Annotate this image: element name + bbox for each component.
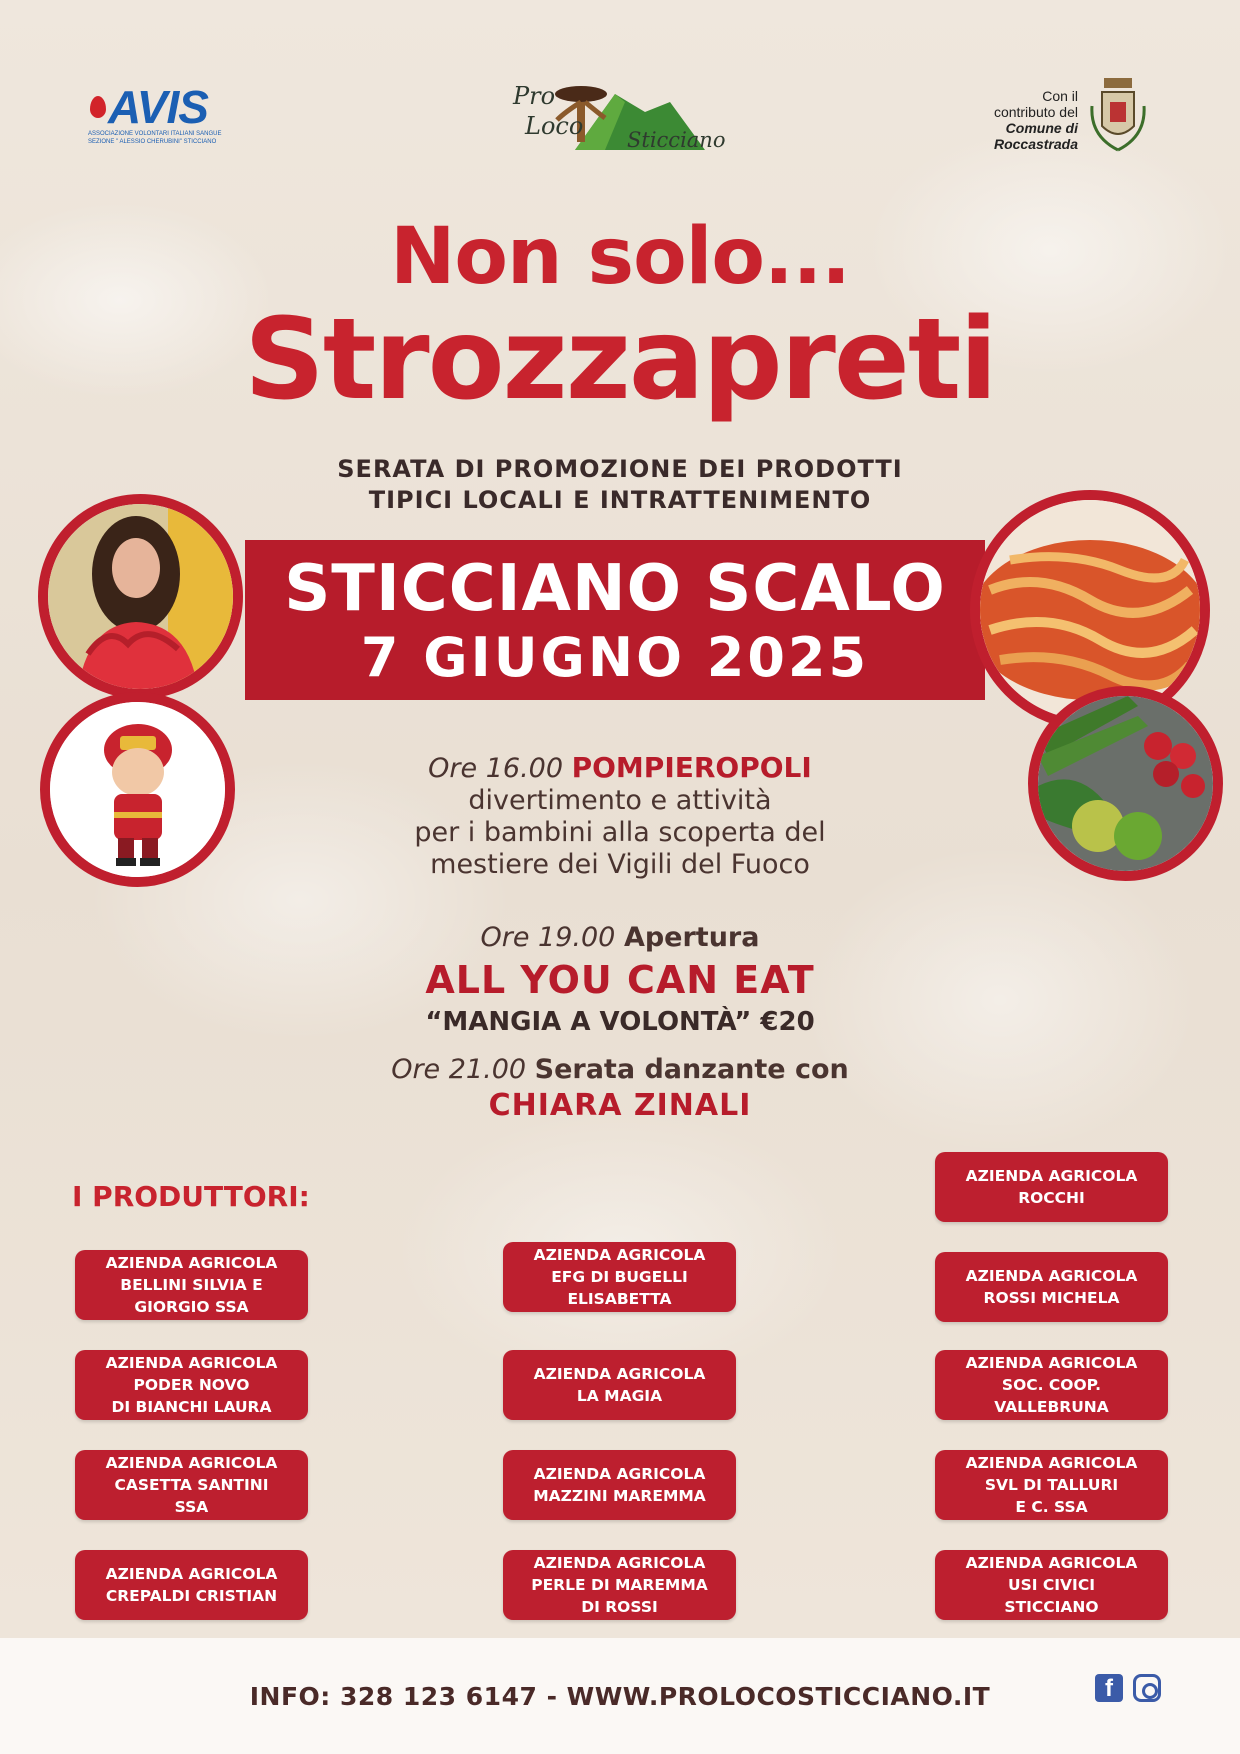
program-event-1: [0, 752, 1240, 881]
event-1-line-3: mestiere dei Vigili del Fuoco: [430, 849, 810, 880]
program-event-3: [0, 1052, 1240, 1124]
producer-box: AZIENDA AGRICOLA PERLE DI MAREMMA DI ROSSI: [503, 1550, 736, 1620]
event-banner: [245, 540, 985, 700]
avis-logo: [88, 81, 228, 146]
comune-logo: [950, 76, 1160, 156]
producer-box: AZIENDA AGRICOLA ROSSI MICHELA: [935, 1252, 1168, 1322]
footer: [0, 1638, 1240, 1754]
producer-box: AZIENDA AGRICOLA MAZZINI MAREMMA: [503, 1450, 736, 1520]
banner-place: STICCIANO SCALO: [284, 552, 946, 626]
producer-box: AZIENDA AGRICOLA PODER NOVO DI BIANCHI LAURA: [75, 1350, 308, 1420]
program-event-2: [0, 920, 1240, 1040]
proloco-name: Sticciano: [627, 128, 726, 152]
event-2-time: Ore 19.00: [480, 922, 616, 953]
proloco-loco: Loco: [525, 112, 584, 140]
title-line-1: Non solo...: [390, 212, 850, 302]
avis-wordmark: AVIS: [88, 84, 228, 130]
subtitle: SERATA DI PROMOZIONE DEI PRODOTTI TIPICI LOCALI E INTRATTENIMENTO: [337, 455, 903, 514]
producer-box: AZIENDA AGRICOLA SVL DI TALLURI E C. SSA: [935, 1450, 1168, 1520]
event-2-title: ALL YOU CAN EAT: [425, 958, 815, 1002]
producer-box: AZIENDA AGRICOLA CREPALDI CRISTIAN: [75, 1550, 308, 1620]
producer-box: AZIENDA AGRICOLA CASETTA SANTINI SSA: [75, 1450, 308, 1520]
title-line-2: Strozzapreti: [244, 295, 996, 425]
singer-photo: [38, 494, 243, 699]
event-3-label: Serata danzante con: [534, 1054, 849, 1085]
producer-box: AZIENDA AGRICOLA USI CIVICI STICCIANO: [935, 1550, 1168, 1620]
avis-subtitle-2: SEZIONE " ALESSIO CHERUBINI" STICCIANO: [88, 139, 217, 145]
footer-info: INFO: 328 123 6147 - WWW.PROLOCOSTICCIANO.IT: [249, 1682, 991, 1711]
producer-box: AZIENDA AGRICOLA SOC. COOP. VALLEBRUNA: [935, 1350, 1168, 1420]
event-3-title: CHIARA ZINALI: [488, 1088, 752, 1123]
event-1-line-1: divertimento e attività: [468, 785, 772, 816]
producer-box: AZIENDA AGRICOLA LA MAGIA: [503, 1350, 736, 1420]
avis-subtitle-1: ASSOCIAZIONE VOLONTARI ITALIANI SANGUE: [88, 131, 222, 137]
produttori-heading: I PRODUTTORI:: [72, 1180, 310, 1213]
blood-drop-icon: [90, 96, 106, 118]
event-3-time: Ore 21.00: [391, 1054, 527, 1085]
producer-box: AZIENDA AGRICOLA EFG DI BUGELLI ELISABETTA: [503, 1242, 736, 1312]
facebook-icon[interactable]: f: [1095, 1674, 1123, 1702]
event-1-time: Ore 16.00: [428, 753, 564, 784]
event-2-subtitle: “MANGIA A VOLONTÀ” €20: [425, 1007, 815, 1037]
crest-icon: [1086, 76, 1150, 156]
event-2-label: Apertura: [623, 922, 760, 953]
producer-box: AZIENDA AGRICOLA ROCCHI: [935, 1152, 1168, 1222]
producer-box: AZIENDA AGRICOLA BELLINI SILVIA E GIORGIO SSA: [75, 1250, 308, 1320]
banner-date: 7 GIUGNO 2025: [360, 626, 870, 689]
instagram-icon[interactable]: [1133, 1674, 1161, 1702]
event-1-title: POMPIEROPOLI: [571, 751, 812, 784]
proloco-logo: [505, 72, 735, 162]
proloco-pro: Pro: [513, 82, 556, 110]
event-1-line-2: per i bambini alla scoperta del: [414, 817, 826, 848]
comune-text: Con il contributo del Comune di Roccastrada: [993, 88, 1078, 152]
